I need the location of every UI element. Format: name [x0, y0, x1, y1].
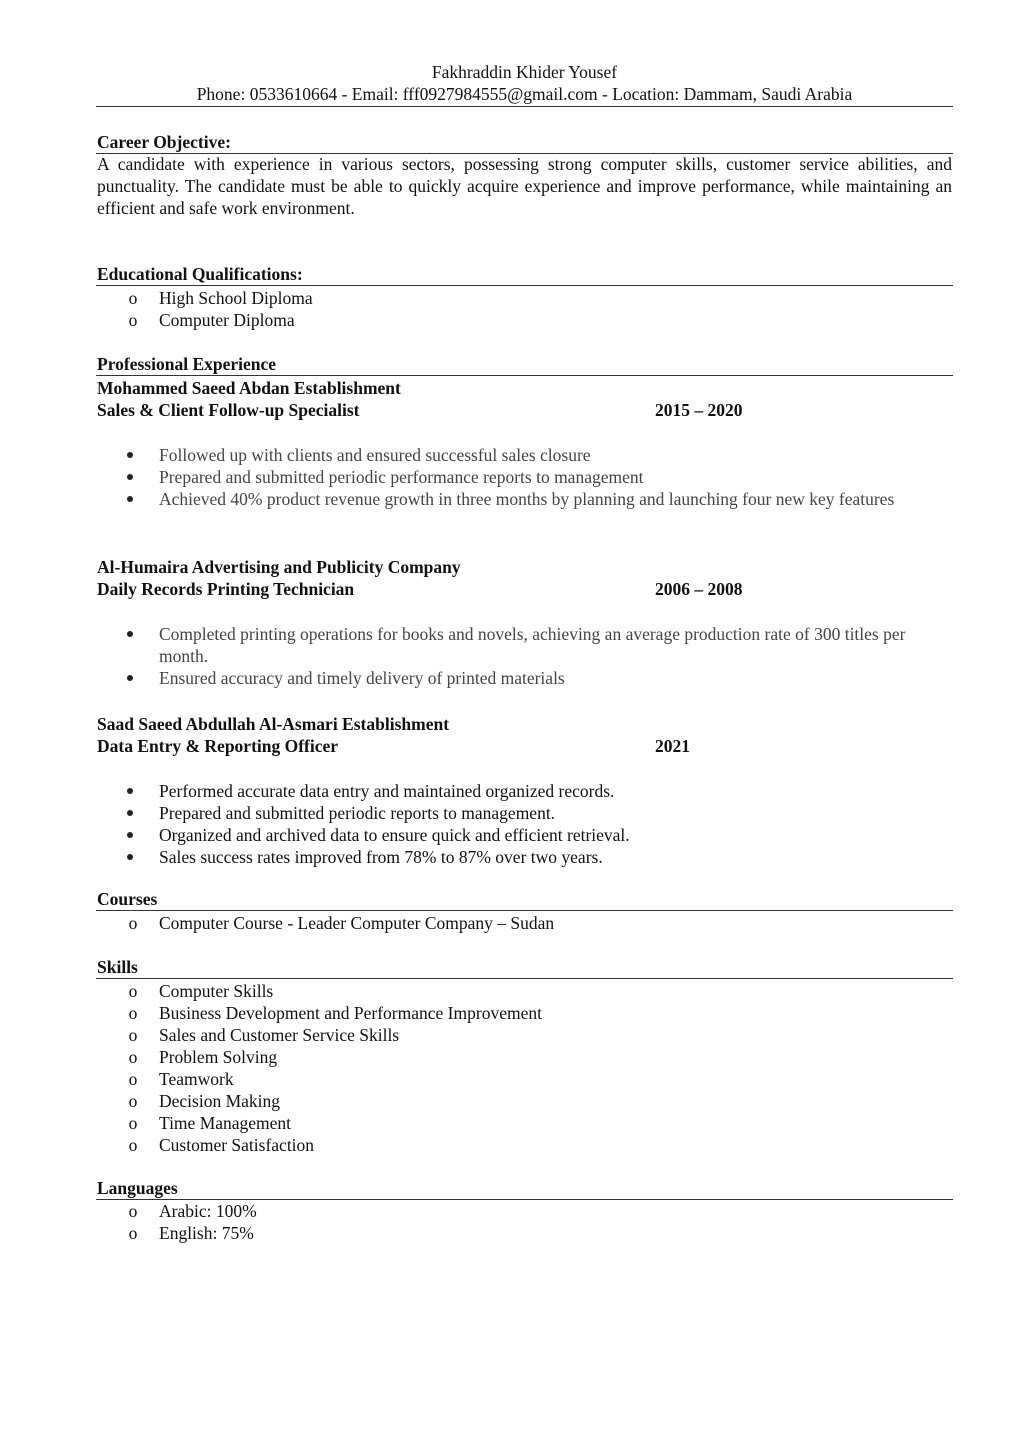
- job-dates: 2006 – 2008: [655, 579, 743, 599]
- bullet-dot-icon: [127, 810, 133, 816]
- courses-divider: [96, 910, 953, 911]
- job-bullet: Prepared and submitted periodic performance reports to management: [159, 467, 644, 487]
- hollow-bullet-icon: o: [128, 1201, 138, 1221]
- course-item: Computer Course - Leader Computer Company – Sudan: [159, 913, 555, 933]
- bullet-dot-icon: [127, 832, 133, 838]
- hollow-bullet-icon: o: [128, 1003, 138, 1023]
- experience-divider: [96, 375, 953, 376]
- experience-heading: Professional Experience: [97, 354, 277, 374]
- bullet-dot-icon: [127, 675, 133, 681]
- skills-heading: Skills: [97, 957, 138, 977]
- bullet-dot-icon: [127, 452, 133, 458]
- language-item: English: 75%: [159, 1223, 254, 1243]
- bullet-dot-icon: [127, 496, 133, 502]
- hollow-bullet-icon: o: [128, 981, 138, 1001]
- job-company: Mohammed Saeed Abdan Establishment: [97, 378, 401, 398]
- courses-heading: Courses: [97, 889, 158, 909]
- skill-item: Time Management: [159, 1113, 292, 1133]
- job-bullet: Prepared and submitted periodic reports to management.: [159, 803, 556, 823]
- hollow-bullet-icon: o: [128, 288, 138, 308]
- education-item: Computer Diploma: [159, 310, 295, 330]
- header-divider: [96, 106, 953, 107]
- skills-divider: [96, 978, 953, 979]
- hollow-bullet-icon: o: [128, 1091, 138, 1111]
- education-divider: [96, 285, 953, 286]
- hollow-bullet-icon: o: [128, 1047, 138, 1067]
- skill-item: Sales and Customer Service Skills: [159, 1025, 400, 1045]
- job-bullet: Achieved 40% product revenue growth in three months by planning and launching four new key features: [159, 489, 895, 509]
- contact-line: Phone: 0533610664 - Email: fff0927984555@gmail.com - Location: Dammam, Saudi Arabia: [196, 84, 853, 104]
- objective-heading: Career Objective:: [97, 132, 231, 152]
- job-bullet: Sales success rates improved from 78% to 87% over two years.: [159, 847, 603, 867]
- education-item: High School Diploma: [159, 288, 313, 308]
- hollow-bullet-icon: o: [128, 310, 138, 330]
- skill-item: Customer Satisfaction: [159, 1135, 315, 1155]
- objective-text: A candidate with experience in various sectors, possessing strong computer skills, customer service abilities, and punctuality. The candidate must be able to quickly acquire experience and improve performance, while maintaining an efficient and safe work environment.: [97, 154, 952, 218]
- hollow-bullet-icon: o: [128, 1135, 138, 1155]
- skill-item: Problem Solving: [159, 1047, 278, 1067]
- bullet-dot-icon: [127, 474, 133, 480]
- job-bullet: Performed accurate data entry and maintained organized records.: [159, 781, 615, 801]
- language-item: Arabic: 100%: [159, 1201, 257, 1221]
- skill-item: Decision Making: [159, 1091, 281, 1111]
- job-dates: 2015 – 2020: [655, 400, 743, 420]
- hollow-bullet-icon: o: [128, 1223, 138, 1243]
- hollow-bullet-icon: o: [128, 1113, 138, 1133]
- job-bullet: Completed printing operations for books and novels, achieving an average production rate of 300 titles per month.: [159, 624, 906, 666]
- job-dates: 2021: [655, 736, 690, 756]
- education-heading: Educational Qualifications:: [97, 264, 303, 284]
- hollow-bullet-icon: o: [128, 1025, 138, 1045]
- job-bullet: Organized and archived data to ensure quick and efficient retrieval.: [159, 825, 630, 845]
- candidate-name: Fakhraddin Khider Yousef: [431, 62, 618, 82]
- skill-item: Computer Skills: [159, 981, 274, 1001]
- job-bullet: Ensured accuracy and timely delivery of printed materials: [159, 668, 565, 688]
- job-role: Daily Records Printing Technician: [97, 579, 355, 599]
- job-company: Al-Humaira Advertising and Publicity Company: [97, 557, 461, 577]
- languages-heading: Languages: [97, 1178, 178, 1198]
- skill-item: Teamwork: [159, 1069, 234, 1089]
- skill-item: Business Development and Performance Improvement: [159, 1003, 542, 1023]
- bullet-dot-icon: [127, 854, 133, 860]
- hollow-bullet-icon: o: [128, 1069, 138, 1089]
- bullet-dot-icon: [127, 788, 133, 794]
- job-company: Saad Saeed Abdullah Al-Asmari Establishment: [97, 714, 450, 734]
- bullet-dot-icon: [127, 631, 133, 637]
- hollow-bullet-icon: o: [128, 913, 138, 933]
- job-role: Sales & Client Follow-up Specialist: [97, 400, 360, 420]
- job-role: Data Entry & Reporting Officer: [97, 736, 339, 756]
- job-bullet: Followed up with clients and ensured successful sales closure: [159, 445, 591, 465]
